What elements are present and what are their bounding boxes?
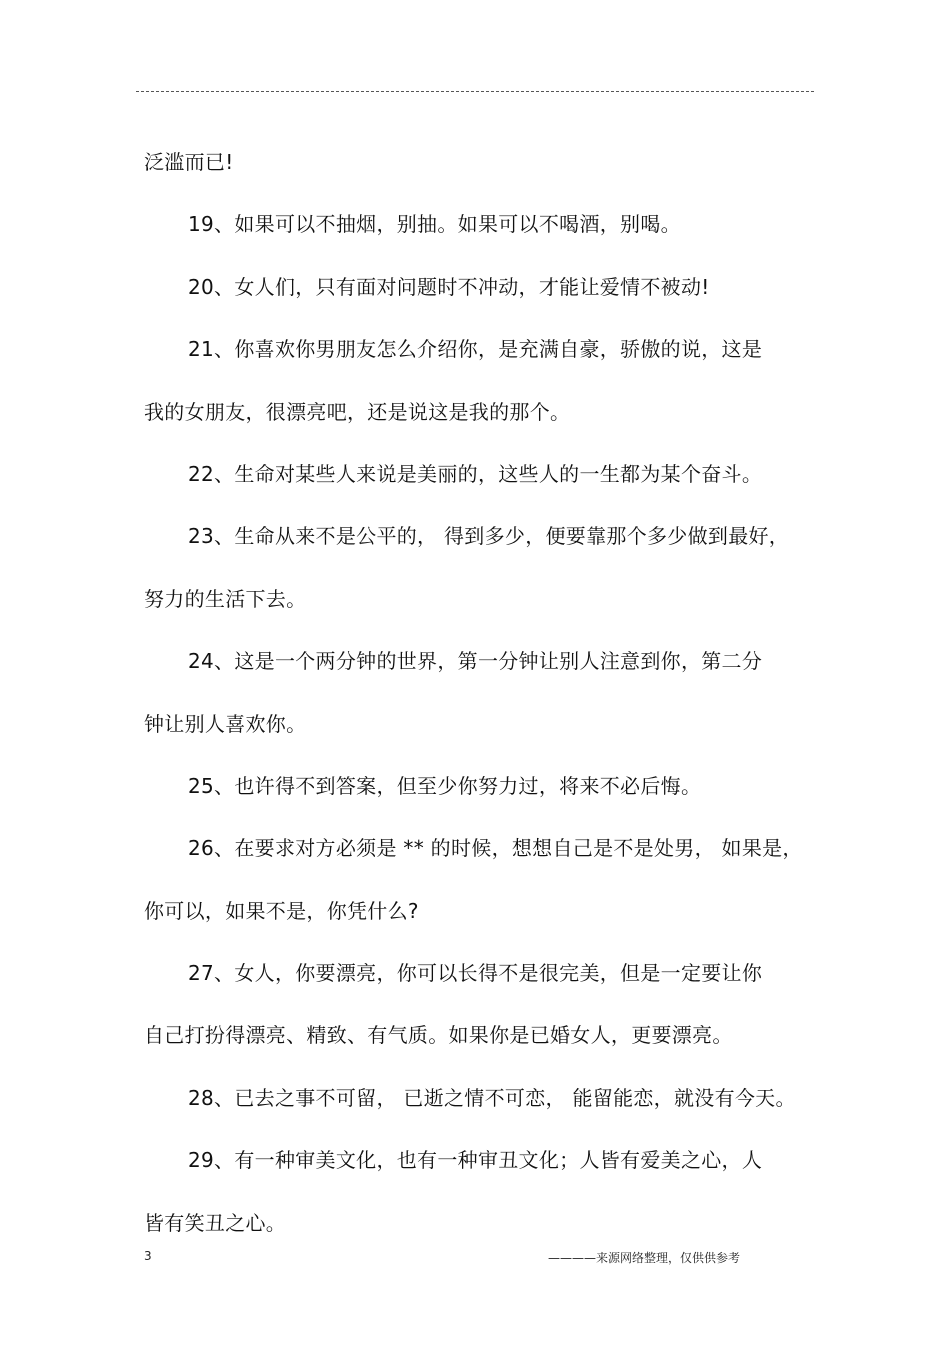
header-divider xyxy=(136,91,814,92)
text-line: 22、生命对某些人来说是美丽的，这些人的一生都为某个奋斗。 xyxy=(188,461,763,486)
text-line: 努力的生活下去。 xyxy=(144,586,307,611)
text-line: 27、女人，你要漂亮，你可以长得不是很完美，但是一定要让你 xyxy=(188,961,763,986)
text-line: 19、如果可以不抽烟，别抽。如果可以不喝酒，别喝。 xyxy=(188,212,681,237)
text-line: 24、这是一个两分钟的世界，第一分钟让别人注意到你，第二分 xyxy=(188,649,763,674)
text-line: 你可以，如果不是，你凭什么? xyxy=(144,898,419,923)
document-body xyxy=(144,131,803,1254)
text-line: 钟让别人喜欢你。 xyxy=(144,711,307,736)
text-line: 28、已去之事不可留， 已逝之情不可恋， 能留能恋，就没有今天。 xyxy=(188,1085,796,1110)
text-line: 我的女朋友，很漂亮吧，还是说这是我的那个。 xyxy=(144,399,571,424)
text-line: 21、你喜欢你男朋友怎么介绍你，是充满自豪，骄傲的说，这是 xyxy=(188,337,763,362)
text-line: 自己打扮得漂亮、精致、有气质。如果你是已婚女人，更要漂亮。 xyxy=(144,1023,733,1048)
text-line: 29、有一种审美文化，也有一种审丑文化；人皆有爱美之心，人 xyxy=(188,1148,763,1173)
text-line: 23、生命从来不是公平的， 得到多少，便要靠那个多少做到最好， xyxy=(188,524,790,549)
text-line: 20、女人们，只有面对问题时不冲动，才能让爱情不被动! xyxy=(188,274,710,299)
page-number: 3 xyxy=(144,1249,152,1263)
text-line: 25、也许得不到答案，但至少你努力过，将来不必后悔。 xyxy=(188,773,702,798)
text-line: 泛滥而已! xyxy=(144,150,234,174)
footer-source-note: ————来源网络整理，仅供供参考 xyxy=(548,1251,741,1265)
text-line: 皆有笑丑之心。 xyxy=(144,1210,287,1235)
text-line: 26、在要求对方必须是 ** 的时候，想想自己是不是处男， 如果是， xyxy=(188,836,803,861)
